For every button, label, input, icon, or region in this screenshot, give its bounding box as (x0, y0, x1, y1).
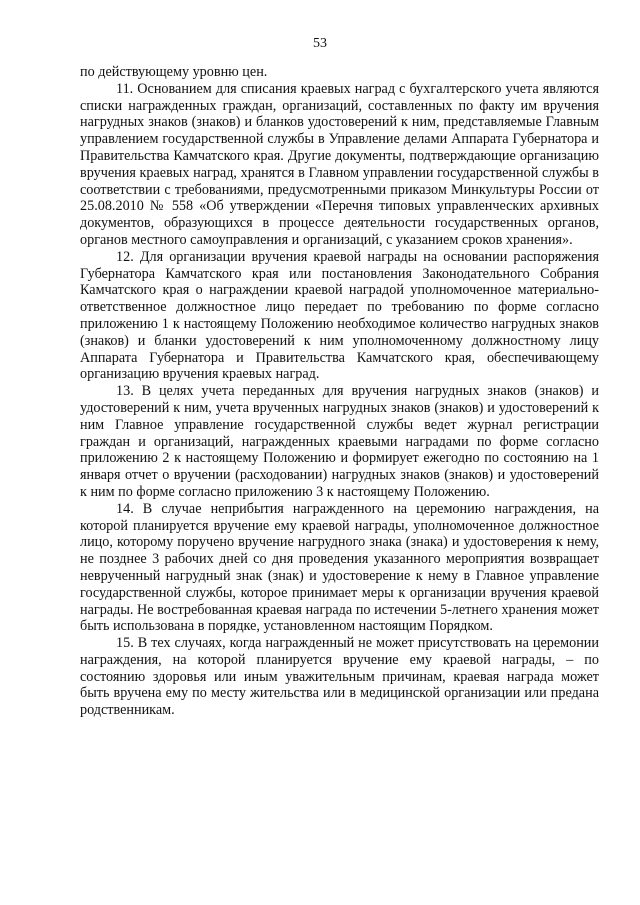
paragraph-11: 11. Основанием для списания краевых наград с бухгалтерского учета являются списки награжденных граждан, организаций, составленных по факту им вручения нагрудных знаков (знаков) и бланков удостоверений к ним, представляемые Главным управлением государственной службы в Управление делами Аппарата Губернатора и Правительства Камчатского края. Другие документы, подтверждающие организацию вручения краевых наград, хранятся в Главном управлении государственной службы в соответствии с требованиями, предусмотренными приказом Минкультуры России от 25.08.2010 № 558 «Об утверждении «Перечня типовых управленческих архивных документов, образующихся в процессе деятельности государственных органов, органов местного самоуправления и организаций, с указанием сроков хранения». (80, 80, 599, 248)
document-body (80, 64, 599, 719)
paragraph-14: 14. В случае неприбытия награжденного на церемонию награждения, на которой планируется вручение ему краевой награды, уполномоченное должностное лицо, которому поручено вручение нагрудного знака (знака) и удостоверения к нему, не позднее 3 рабочих дней со дня проведения указанного мероприятия возвращает неврученный нагрудный знак (знак) и удостоверение к нему в Главное управление государственной службы, которое принимает меры к организации вручения краевой награды. Не востребованная краевая награда по истечении 5-летнего хранения может быть использована в порядке, установленном настоящим Порядком. (80, 500, 599, 635)
paragraph-15: 15. В тех случаях, когда награжденный не может присутствовать на церемонии награждения, на которой планируется вручение ему краевой награды, – по состоянию здоровья или иным уважительным причинам, краевая награда может быть вручена ему по месту жительства или в медицинской организации или предана родственникам. (80, 635, 599, 719)
paragraph-13: 13. В целях учета переданных для вручения нагрудных знаков (знаков) и удостоверений к ним, учета врученных нагрудных знаков (знаков) и удостоверений к ним Главное управление государственной службы ведет журнал регистрации граждан и организаций, награжденных краевыми наградами по форме согласно приложению 2 к настоящему Положению и формирует ежегодно по состоянию на 1 января отчет о вручении (расходовании) нагрудных знаков (знаков) и удостоверений к ним по форме согласно приложению 3 к настоящему Положению. (80, 383, 599, 500)
page-number: 53 (313, 36, 327, 51)
paragraph-continuation: по действующему уровню цен. (80, 64, 268, 80)
paragraph-12: 12. Для организации вручения краевой награды на основании распоряжения Губернатора Камчатского края или постановления Законодательного Собрания Камчатского края о награждении краевой наградой уполномоченное материально-ответственное должностное лицо передает по требованию по форме согласно приложению 1 к настоящему Положению необходимое количество нагрудных знаков (знаков) и бланки удостоверений к ним уполномоченному должностному лицу Аппарата Губернатора и Правительства Камчатского края, обеспечивающему организацию вручения краевых наград. (80, 248, 599, 383)
